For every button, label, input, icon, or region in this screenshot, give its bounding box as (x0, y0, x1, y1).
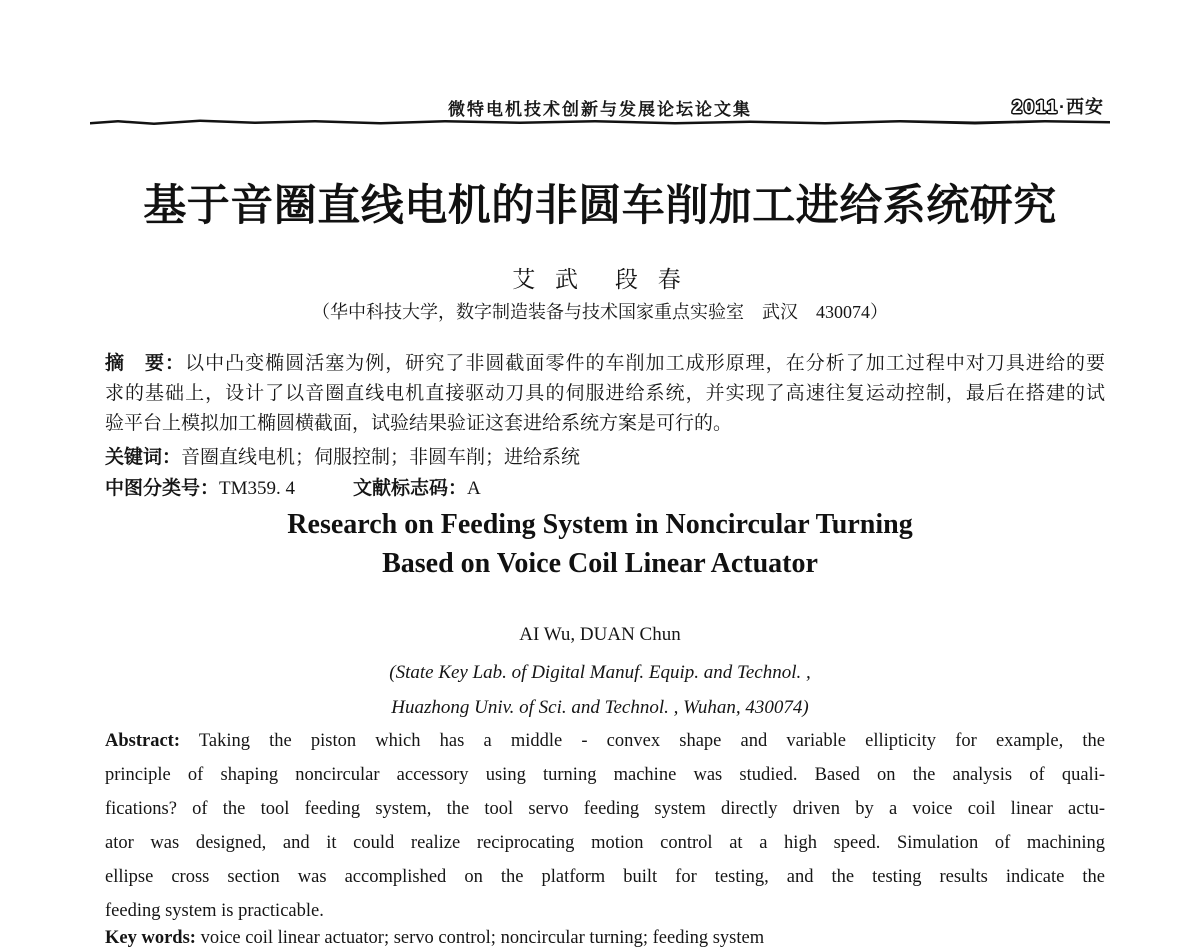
keywords-zh (105, 443, 1105, 473)
affiliation-en-line1: (State Key Lab. of Digital Manuf. Equip. and Technol. , (389, 662, 811, 683)
header-rule (90, 115, 1110, 127)
doc-code-value: A (467, 478, 481, 499)
paper-title-zh: 基于音圈直线电机的非圆车削加工进给系统研究 (143, 182, 1057, 230)
abstract-en-line: ator was designed, and it could realize reciprocating motion control at a high speed. Simulation of machining (105, 833, 1105, 853)
abstract-zh-line: 验平台上模拟加工椭圆横截面，试验结果验证这套进给系统方案是可行的。 (105, 413, 733, 434)
keywords-zh-label: 关键词： (105, 447, 182, 468)
abstract-en-line: Abstract: Taking the piston which has a middle - convex shape and variable ellipticity for example, the (105, 731, 1105, 751)
affiliation-zh: （华中科技大学，数字制造装备与技术国家重点实验室 武汉 430074） (312, 302, 888, 322)
paper-title-en-line1: Research on Feeding System in Noncircular Turning (287, 509, 913, 540)
header-year: 2011 (1011, 97, 1059, 117)
keywords-en-text: voice coil linear actuator; servo control; noncircular turning; feeding system (200, 928, 765, 948)
affiliation-en-line2: Huazhong Univ. of Sci. and Technol. , Wuhan, 430074) (391, 697, 809, 718)
paper-title-en (0, 505, 1200, 583)
abstract-zh (105, 349, 1105, 439)
keywords-en (105, 928, 1105, 949)
abstract-en-line: ellipse cross section was accomplished on the platform built for testing, and the testing results indicate the (105, 867, 1105, 887)
abstract-en-line: principle of shaping noncircular accessory using turning machine was studied. Based on the analysis of quali- (105, 765, 1105, 785)
keywords-en-label: Key words: (105, 928, 196, 948)
abstract-zh-line: 摘 要：以中凸变椭圆活塞为例，研究了非圆截面零件的车削加工成形原理，在分析了加工过程中对刀具进给的要 (105, 353, 1105, 374)
keywords-zh-text: 音圈直线电机；伺服控制；非圆车削；进给系统 (181, 447, 581, 468)
doc-code-label: 文献标志码： (353, 478, 468, 499)
clc-value: TM359. 4 (219, 478, 296, 499)
abstract-en-line: feeding system is practicable. (105, 901, 324, 921)
header-venue: ·西安 (1059, 97, 1104, 117)
paper-title-en-line2: Based on Voice Coil Linear Actuator (382, 548, 818, 579)
abstract-zh-line: 求的基础上，设计了以音圈直线电机直接驱动刀具的伺服进给系统，并实现了高速往复运动控制，最后在搭建的试 (105, 383, 1105, 404)
clc-label: 中图分类号： (105, 478, 220, 499)
authors-en: AI Wu, DUAN Chun (519, 624, 681, 645)
authors-zh: 艾 武 段 春 (512, 267, 688, 292)
affiliation-en (0, 655, 1200, 725)
classification-line (105, 474, 1105, 504)
abstract-en (105, 724, 1105, 928)
abstract-en-label: Abstract: (105, 731, 181, 751)
abstract-zh-label: 摘 要： (105, 353, 186, 374)
abstract-en-line: fications? of the tool feeding system, the tool servo feeding system directly driven by a voice coil linear actu- (105, 799, 1105, 819)
header-proceedings-title: 微特电机技术创新与发展论坛论文集 (448, 100, 752, 119)
